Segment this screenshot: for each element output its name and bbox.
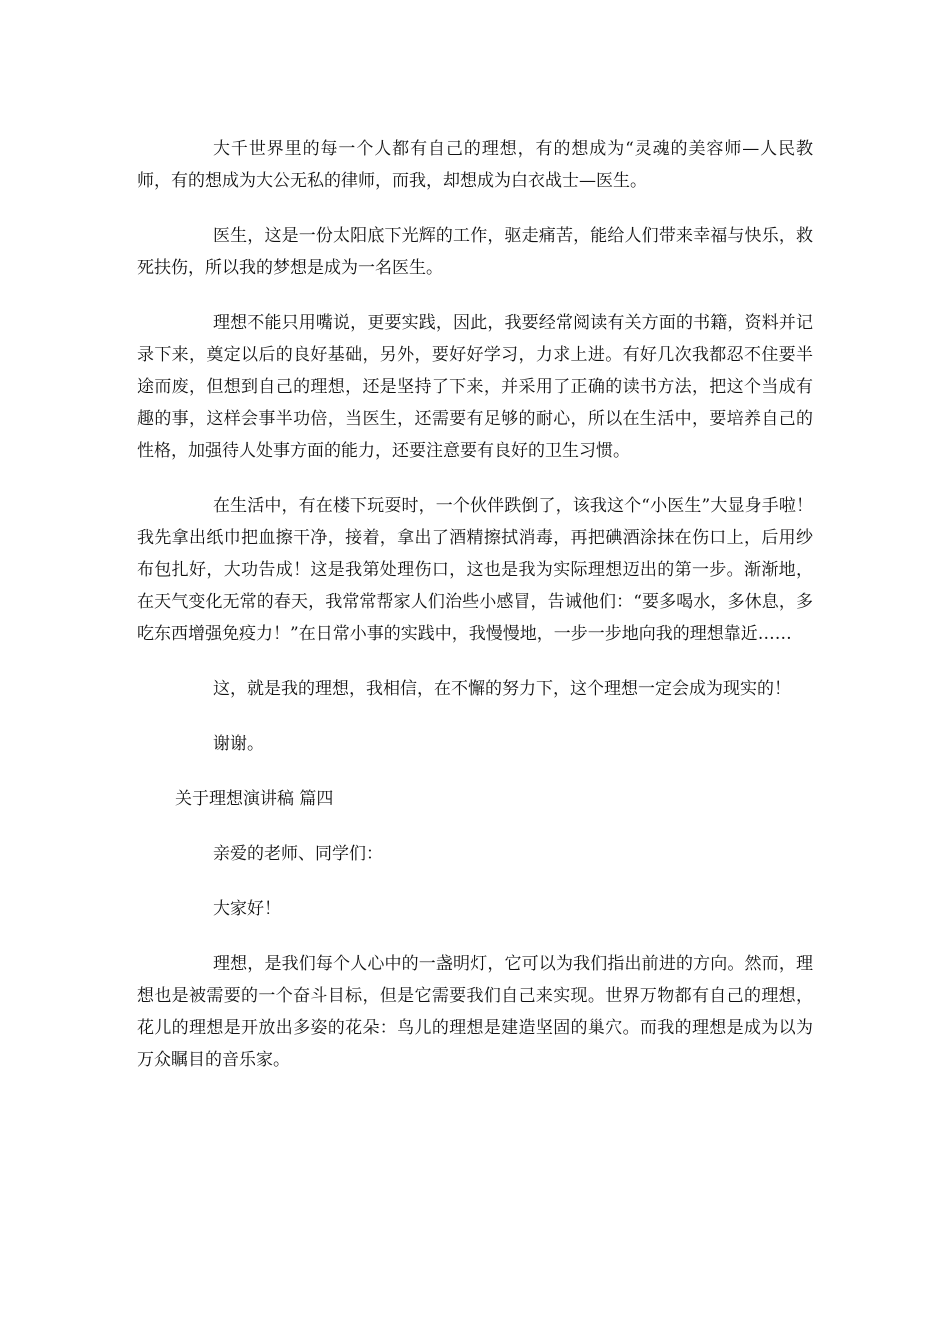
section-heading: 关于理想演讲稿 篇四 <box>175 789 334 809</box>
document-page <box>137 133 813 1099</box>
paragraph-7: 理想，是我们每个人心中的一盏明灯，它可以为我们指出前进的方向。然而，理想也是被需要的一个奋斗目标，但是它需要我们自己来实现。世界万物都有自己的理想，花儿的理想是开放出多姿的花朵：鸟儿的理想是建造坚固的巢穴。而我的理想是成为以为万众瞩目的音乐家。 <box>137 954 813 1070</box>
salutation: 亲爱的老师、同学们： <box>213 844 383 864</box>
paragraph-4: 在生活中，有在楼下玩耍时，一个伙伴跌倒了，该我这个“小医生”大显身手啦！我先拿出纸巾把血擦干净，接着，拿出了酒精擦拭消毒，再把碘酒涂抹在伤口上，后用纱布包扎好，大功告成！这是我第处理伤口，这也是我为实际理想迈出的第一步。渐渐地，在天气变化无常的春天，我常常帮家人们治些小感冒，告诫他们：“要多喝水，多休息，多吃东西增强免疫力！”在日常小事的实践中，我慢慢地，一步一步地向我的理想靠近…… <box>137 496 813 644</box>
paragraph-5: 这，就是我的理想，我相信，在不懈的努力下，这个理想一定会成为现实的！ <box>213 679 791 699</box>
paragraph-6: 谢谢。 <box>213 734 264 754</box>
paragraph-2: 医生，这是一份太阳底下光辉的工作，驱走痛苦，能给人们带来幸福与快乐，救死扶伤，所以我的梦想是成为一名医生。 <box>137 226 813 278</box>
paragraph-3: 理想不能只用嘴说，更要实践，因此，我要经常阅读有关方面的书籍，资料并记录下来，奠定以后的良好基础，另外，要好好学习，力求上进。有好几次我都忍不住要半途而废，但想到自己的理想，还是坚持了下来，并采用了正确的读书方法，把这个当成有趣的事，这样会事半功倍，当医生，还需要有足够的耐心，所以在生活中，要培养自己的性格，加强待人处事方面的能力，还要注意要有良好的卫生习惯。 <box>137 313 813 461</box>
greeting: 大家好！ <box>213 899 281 919</box>
paragraph-1: 大千世界里的每一个人都有自己的理想，有的想成为“灵魂的美容师—人民教师，有的想成为大公无私的律师，而我，却想成为白衣战士—医生。 <box>137 139 813 191</box>
